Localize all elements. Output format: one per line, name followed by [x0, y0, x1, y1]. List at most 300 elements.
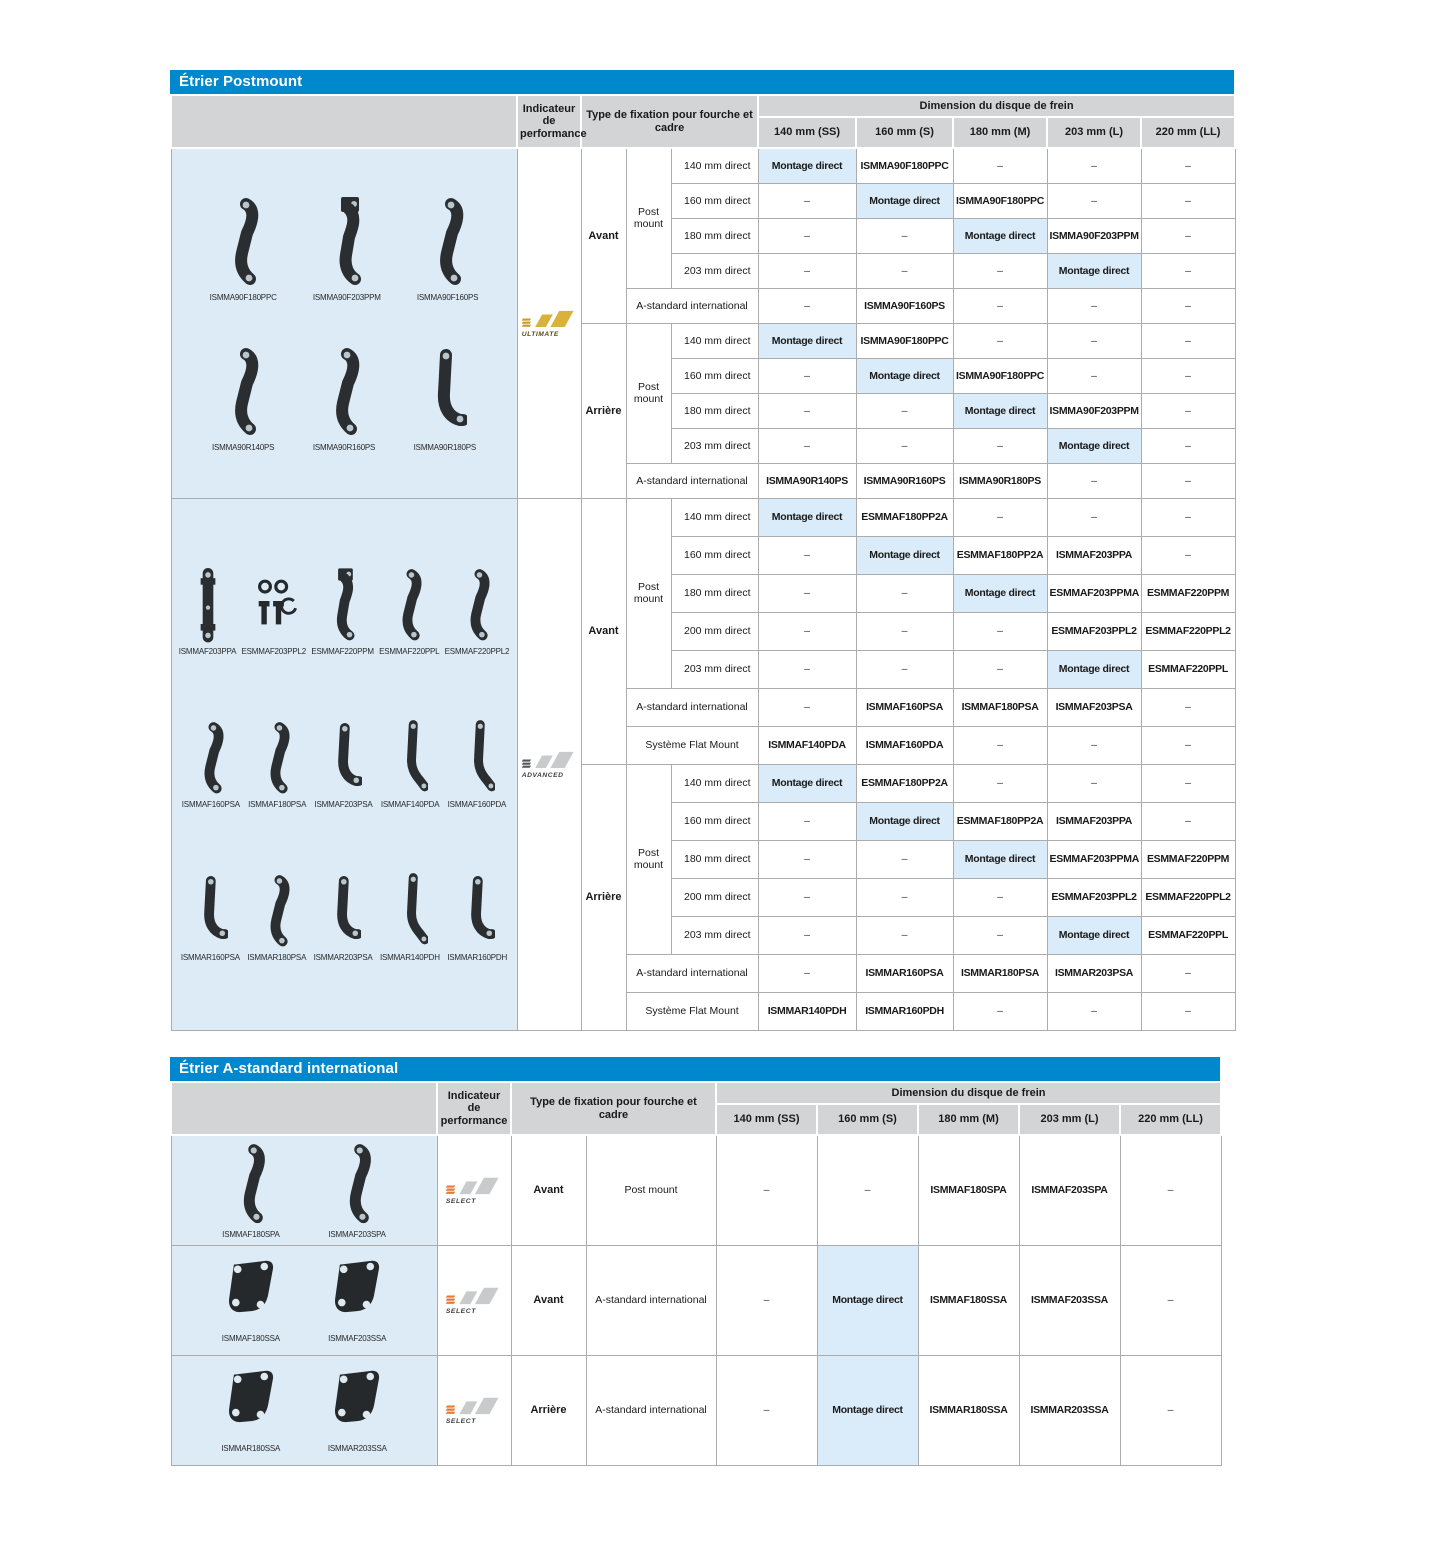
svg-text:ADVANCED: ADVANCED: [521, 771, 563, 779]
product-image: [380, 872, 440, 962]
adapter-s-icon: [426, 194, 470, 292]
product-row: [174, 1367, 435, 1453]
product-label: ESMMAF220PPM: [311, 647, 374, 656]
compat-cell-empty: –: [758, 253, 856, 288]
compat-cell-part: ISMMAF160PSA: [856, 688, 953, 726]
product-label: ISMMA90F180PPC: [209, 293, 277, 303]
product-row: [174, 1257, 435, 1343]
direction-cell: Avant: [511, 1135, 586, 1245]
adapter-tall-icon: [392, 872, 428, 952]
size-header-140: 140 mm (SS): [716, 1104, 817, 1135]
astandard-title: Étrier A-standard international: [170, 1057, 1220, 1081]
adapter-s-icon: [193, 719, 229, 799]
rotor-size-cell: 140 mm direct: [671, 323, 758, 358]
compat-cell-part: ISMMAF180SPA: [918, 1135, 1019, 1245]
product-label: ISMMAF203SSA: [328, 1334, 387, 1343]
rotor-size-cell: 140 mm direct: [671, 498, 758, 536]
compat-cell-direct-mount: Montage direct: [953, 840, 1047, 878]
product-row: [174, 194, 515, 302]
product-image: [315, 719, 373, 809]
size-header-160: 160 mm (S): [817, 1104, 918, 1135]
rotor-size-cell: 180 mm direct: [671, 840, 758, 878]
svg-text:SELECT: SELECT: [445, 1418, 476, 1425]
product-label: ISMMAF180SPA: [222, 1230, 280, 1240]
svg-text:SELECT: SELECT: [445, 1198, 476, 1206]
image-column-header: [171, 95, 517, 148]
compat-cell-part: ISMMAR203SSA: [1019, 1355, 1120, 1465]
compat-cell-empty: –: [856, 878, 953, 916]
compat-cell-empty: –: [758, 878, 856, 916]
product-image: [448, 719, 507, 809]
dimension-header: Dimension du disque de frein: [716, 1082, 1221, 1104]
rotor-size-cell: 180 mm direct: [671, 218, 758, 253]
rotor-size-cell: 203 mm direct: [671, 253, 758, 288]
direction-cell: Avant: [581, 148, 626, 323]
compat-cell-direct-mount: Montage direct: [856, 358, 953, 393]
compat-cell-part: ISMMAF203SPA: [1019, 1135, 1120, 1245]
adapter-s-icon: [322, 344, 366, 442]
adapter-tall-icon: [459, 719, 495, 799]
rotor-size-cell: 160 mm direct: [671, 536, 758, 574]
compat-cell-empty: –: [758, 802, 856, 840]
product-image: [379, 566, 439, 656]
fixation-header: Type de fixation pour fourche et cadre: [511, 1082, 716, 1135]
compat-cell-empty: –: [1047, 463, 1141, 498]
product-image: [445, 566, 510, 656]
direction-cell: Arrière: [581, 323, 626, 498]
product-label: ISMMAR180PSA: [247, 953, 307, 962]
compat-cell-direct-mount: Montage direct: [856, 536, 953, 574]
rotor-size-cell: 200 mm direct: [671, 878, 758, 916]
adapter-tall-icon: [392, 719, 428, 799]
compat-cell-empty: –: [856, 916, 953, 954]
adapter-s-icon: [231, 1141, 271, 1229]
adapter-s-icon: [259, 719, 295, 799]
compat-cell-empty: –: [1141, 218, 1235, 253]
performance-header: Indicateur de performance: [517, 95, 581, 148]
adapter-l-icon: [423, 344, 467, 442]
compat-cell-empty: –: [758, 288, 856, 323]
compat-cell-part: ESMMAF220PPL: [1141, 650, 1235, 688]
compat-cell-part: ISMMA90F180PPC: [856, 323, 953, 358]
direction-cell: Arrière: [511, 1355, 586, 1465]
adapter-l-icon: [192, 872, 228, 952]
adapter-l-icon: [325, 872, 361, 952]
size-header-220: 220 mm (LL): [1141, 117, 1235, 148]
fixation-type-cell: A-standard international: [626, 688, 758, 726]
compat-cell-empty: –: [1047, 323, 1141, 358]
adapter-plate-icon: [222, 1257, 280, 1333]
product-label: ISMMAR160PDH: [447, 953, 508, 962]
compat-cell-part: ESMMAF203PPL2: [1047, 878, 1141, 916]
product-image: [222, 1257, 280, 1343]
compat-cell-part: ISMMAF203PPA: [1047, 802, 1141, 840]
product-image: [221, 1367, 280, 1453]
rotor-size-cell: 203 mm direct: [671, 650, 758, 688]
compat-cell-empty: –: [953, 428, 1047, 463]
compat-cell-empty: –: [856, 428, 953, 463]
postmount-section: [170, 70, 1234, 1031]
compat-cell-empty: –: [758, 650, 856, 688]
compat-cell-empty: –: [758, 612, 856, 650]
compat-cell-empty: –: [1047, 358, 1141, 393]
compat-cell-part: ISMMAF203SSA: [1019, 1245, 1120, 1355]
compat-cell-part: ESMMAF180PP2A: [856, 764, 953, 802]
compat-cell-direct-mount: Montage direct: [1047, 650, 1141, 688]
direction-cell: Avant: [511, 1245, 586, 1355]
compat-cell-empty: –: [758, 183, 856, 218]
compat-cell-empty: –: [953, 253, 1047, 288]
performance-badge-select: [437, 1135, 511, 1245]
product-row: [174, 719, 515, 809]
product-label: ESMMAF203PPL2: [241, 647, 307, 656]
product-label: ISMMAR140PDH: [379, 953, 440, 962]
adapter-bar-icon: [190, 566, 226, 646]
compat-cell-empty: –: [953, 764, 1047, 802]
product-label: ESMMAF220PPL2: [444, 647, 510, 656]
compat-cell-empty: –: [1141, 764, 1235, 802]
compat-cell-part: ISMMAR140PDH: [758, 992, 856, 1030]
compat-cell-part: ISMMAR180PSA: [953, 954, 1047, 992]
compat-cell-direct-mount: Montage direct: [758, 498, 856, 536]
compat-cell-part: ESMMAF180PP2A: [856, 498, 953, 536]
compat-cell-part: ESMMAF203PPL2: [1047, 612, 1141, 650]
product-image: [212, 344, 274, 452]
fixation-type-cell: A-standard international: [626, 954, 758, 992]
product-label: ISMMA90F203PPM: [312, 293, 381, 303]
product-label: ISMMA90R140PS: [212, 443, 275, 453]
rotor-size-cell: 140 mm direct: [671, 764, 758, 802]
product-gallery: [171, 1245, 437, 1355]
compat-cell-empty: –: [953, 878, 1047, 916]
mount-group-cell: Post mount: [626, 498, 671, 688]
svg-text:SELECT: SELECT: [445, 1308, 476, 1315]
compat-cell-direct-mount: Montage direct: [817, 1245, 918, 1355]
compat-cell-empty: –: [758, 688, 856, 726]
compat-cell-empty: –: [716, 1355, 817, 1465]
svg-text:ULTIMATE: ULTIMATE: [521, 331, 559, 339]
product-row: [174, 1141, 435, 1239]
compat-cell-part: ISMMAF180SSA: [918, 1245, 1019, 1355]
adapter-s-icon: [221, 344, 265, 442]
compat-cell-empty: –: [1047, 148, 1141, 183]
product-image: [417, 194, 478, 302]
compat-cell-empty: –: [1141, 428, 1235, 463]
product-label: ISMMAR203SSA: [327, 1444, 387, 1453]
rotor-size-cell: 160 mm direct: [671, 183, 758, 218]
compat-cell-empty: –: [1141, 253, 1235, 288]
compat-cell-part: ISMMA90F180PPC: [953, 358, 1047, 393]
performance-header: Indicateur de performance: [437, 1082, 511, 1135]
product-row: [174, 566, 515, 656]
compat-cell-empty: –: [856, 650, 953, 688]
rotor-size-cell: 180 mm direct: [671, 574, 758, 612]
compat-cell-empty: –: [1120, 1245, 1221, 1355]
dimension-header: Dimension du disque de frein: [758, 95, 1235, 117]
postmount-title: Étrier Postmount: [170, 70, 1234, 94]
compat-cell-empty: –: [953, 288, 1047, 323]
select-badge-icon: [444, 1175, 504, 1205]
product-image: [313, 194, 381, 302]
compat-cell-empty: –: [716, 1135, 817, 1245]
adapter-plate-icon: [328, 1367, 386, 1443]
astandard-header: [171, 1082, 1221, 1135]
compat-cell-part: ESMMAF203PPMA: [1047, 840, 1141, 878]
compat-cell-empty: –: [1120, 1135, 1221, 1245]
compat-cell-part: ESMMAF220PPL: [1141, 916, 1235, 954]
rotor-size-cell: 160 mm direct: [671, 358, 758, 393]
compat-cell-part: ISMMA90F203PPM: [1047, 393, 1141, 428]
compat-cell-direct-mount: Montage direct: [1047, 253, 1141, 288]
compat-cell-part: ISMMA90F180PPC: [856, 148, 953, 183]
compat-cell-empty: –: [1141, 288, 1235, 323]
product-label: ISMMA90R160PS: [312, 443, 376, 453]
select-badge-icon: [444, 1395, 504, 1425]
product-label: ISMMAF203SPA: [328, 1230, 386, 1240]
compat-cell-part: ESMMAF220PPM: [1141, 574, 1235, 612]
performance-badge-ultimate: [517, 148, 581, 498]
adapter-plate-icon: [328, 1257, 386, 1333]
compat-cell-empty: –: [758, 954, 856, 992]
rotor-size-cell: 203 mm direct: [671, 916, 758, 954]
size-header-180: 180 mm (M): [918, 1104, 1019, 1135]
adapter-s2-icon: [325, 566, 361, 646]
compat-cell-empty: –: [856, 218, 953, 253]
product-label: ISMMAR203PSA: [313, 953, 373, 962]
compat-cell-empty: –: [1141, 498, 1235, 536]
compat-cell-empty: –: [1047, 764, 1141, 802]
compat-cell-part: ISMMAF203PPA: [1047, 536, 1141, 574]
performance-badge-advanced: [517, 498, 581, 1030]
compat-cell-part: ISMMAR180SSA: [918, 1355, 1019, 1465]
fixation-type-cell: Système Flat Mount: [626, 992, 758, 1030]
select-badge-icon: [444, 1285, 504, 1315]
product-label: ISMMAR160PSA: [180, 953, 240, 962]
mount-group-cell: Post mount: [626, 764, 671, 954]
compat-cell-empty: –: [758, 574, 856, 612]
product-label: ISMMAF203PSA: [314, 800, 373, 809]
size-header-140: 140 mm (SS): [758, 117, 856, 148]
mount-group-cell: Post mount: [626, 323, 671, 463]
compat-cell-empty: –: [1141, 323, 1235, 358]
product-label: ISMMA90R180PS: [413, 443, 476, 453]
ultimate-badge-icon: [520, 308, 579, 338]
compat-cell-part: ESMMAF180PP2A: [953, 802, 1047, 840]
adapter-s-icon: [459, 566, 495, 646]
compat-cell-empty: –: [1047, 498, 1141, 536]
performance-badge-select: [437, 1245, 511, 1355]
compat-cell-empty: –: [1141, 802, 1235, 840]
postmount-header: [171, 95, 1235, 148]
product-row: [174, 872, 515, 962]
fixation-type-cell: A-standard international: [626, 463, 758, 498]
compat-cell-empty: –: [758, 536, 856, 574]
compat-cell-empty: –: [1141, 726, 1235, 764]
compat-cell-empty: –: [953, 916, 1047, 954]
compat-cell-empty: –: [1141, 148, 1235, 183]
compat-cell-empty: –: [716, 1245, 817, 1355]
compat-cell-part: ISMMAR203PSA: [1047, 954, 1141, 992]
compat-cell-empty: –: [856, 840, 953, 878]
compat-cell-empty: –: [758, 393, 856, 428]
product-image: [328, 1257, 386, 1343]
compat-cell-empty: –: [758, 358, 856, 393]
astandard-section: [170, 1057, 1220, 1466]
compat-cell-empty: –: [1141, 688, 1235, 726]
rotor-size-cell: 200 mm direct: [671, 612, 758, 650]
compat-cell-part: ISMMA90F180PPC: [953, 183, 1047, 218]
compat-cell-direct-mount: Montage direct: [817, 1355, 918, 1465]
compat-cell-empty: –: [758, 840, 856, 878]
compat-cell-part: ESMMAF220PPL2: [1141, 612, 1235, 650]
compat-cell-empty: –: [953, 650, 1047, 688]
product-image: [181, 872, 240, 962]
compat-cell-direct-mount: Montage direct: [758, 764, 856, 802]
fixation-type-cell: A-standard international: [586, 1355, 716, 1465]
compat-cell-empty: –: [1141, 992, 1235, 1030]
product-image: [210, 194, 277, 302]
product-image: [182, 719, 240, 809]
compat-cell-empty: –: [953, 498, 1047, 536]
size-header-203: 203 mm (L): [1019, 1104, 1120, 1135]
fixation-type-cell: Post mount: [586, 1135, 716, 1245]
compat-cell-empty: –: [1141, 536, 1235, 574]
performance-badge-select: [437, 1355, 511, 1465]
compat-cell-part: ESMMAF203PPMA: [1047, 574, 1141, 612]
compat-cell-empty: –: [1047, 726, 1141, 764]
product-image: [313, 344, 375, 452]
compat-cell-empty: –: [1047, 183, 1141, 218]
compat-cell-empty: –: [817, 1135, 918, 1245]
rotor-size-cell: 140 mm direct: [671, 148, 758, 183]
adapter-s-icon: [259, 872, 295, 952]
direction-cell: Arrière: [581, 764, 626, 1030]
compat-cell-empty: –: [1141, 463, 1235, 498]
compat-cell-direct-mount: Montage direct: [758, 148, 856, 183]
compat-cell-empty: –: [856, 612, 953, 650]
compat-cell-direct-mount: Montage direct: [953, 393, 1047, 428]
image-column-header: [171, 1082, 437, 1135]
compat-cell-part: ISMMAF140PDA: [758, 726, 856, 764]
adapter-s2-icon: [325, 194, 369, 292]
compat-cell-direct-mount: Montage direct: [1047, 428, 1141, 463]
adapter-s-icon: [391, 566, 427, 646]
compat-cell-empty: –: [758, 218, 856, 253]
product-label: ISMMAF140PDA: [380, 800, 440, 809]
advanced-badge-icon: [520, 749, 579, 779]
adapter-l-icon: [326, 719, 362, 799]
compat-cell-empty: –: [758, 428, 856, 463]
direction-cell: Avant: [581, 498, 626, 764]
product-label: ESMMAF220PPL: [379, 647, 440, 656]
fixation-type-cell: Système Flat Mount: [626, 726, 758, 764]
product-image: [242, 574, 307, 656]
product-image: [328, 1141, 385, 1239]
fixation-type-cell: A-standard international: [586, 1245, 716, 1355]
product-label: ISMMAF160PSA: [181, 800, 240, 809]
compat-cell-empty: –: [856, 393, 953, 428]
product-image: [247, 872, 306, 962]
compat-cell-empty: –: [953, 612, 1047, 650]
compat-cell-empty: –: [856, 253, 953, 288]
adapter-kit-icon: [247, 574, 301, 646]
product-label: ISMMAF203PPA: [178, 647, 237, 656]
compat-cell-empty: –: [1047, 992, 1141, 1030]
size-header-220: 220 mm (LL): [1120, 1104, 1221, 1135]
compat-cell-direct-mount: Montage direct: [856, 802, 953, 840]
rotor-size-cell: 180 mm direct: [671, 393, 758, 428]
product-gallery: [171, 1135, 437, 1245]
compat-cell-empty: –: [1141, 954, 1235, 992]
product-label: ISMMAF180PSA: [248, 800, 307, 809]
compat-cell-empty: –: [1141, 358, 1235, 393]
compat-cell-part: ISMMAR160PSA: [856, 954, 953, 992]
adapter-s-icon: [221, 194, 265, 292]
compat-cell-direct-mount: Montage direct: [953, 218, 1047, 253]
compat-cell-part: ISMMA90R180PS: [953, 463, 1047, 498]
compat-cell-part: ISMMAF160PDA: [856, 726, 953, 764]
rotor-size-cell: 160 mm direct: [671, 802, 758, 840]
product-label: ISMMAR180SSA: [221, 1444, 281, 1453]
product-image: [414, 344, 476, 452]
compat-cell-direct-mount: Montage direct: [856, 183, 953, 218]
product-image: [248, 719, 306, 809]
compat-cell-part: ISMMA90F203PPM: [1047, 218, 1141, 253]
mount-group-cell: Post mount: [626, 148, 671, 288]
postmount-table: [170, 94, 1236, 1031]
product-image: [314, 872, 373, 962]
compat-cell-empty: –: [1141, 393, 1235, 428]
compat-cell-empty: –: [953, 323, 1047, 358]
adapter-l-icon: [459, 872, 495, 952]
rotor-size-cell: 203 mm direct: [671, 428, 758, 463]
product-gallery: [171, 1355, 437, 1465]
fixation-header: Type de fixation pour fourche et cadre: [581, 95, 758, 148]
compat-cell-part: ESMMAF220PPM: [1141, 840, 1235, 878]
product-label: ISMMAF160PDA: [447, 800, 507, 809]
size-header-203: 203 mm (L): [1047, 117, 1141, 148]
compat-cell-direct-mount: Montage direct: [758, 323, 856, 358]
compat-cell-empty: –: [953, 726, 1047, 764]
product-image: [222, 1141, 279, 1239]
compat-cell-direct-mount: Montage direct: [953, 574, 1047, 612]
adapter-s-icon: [337, 1141, 377, 1229]
product-image: [328, 1367, 387, 1453]
product-label: ISMMA90F160PS: [416, 293, 479, 303]
compat-cell-empty: –: [1141, 183, 1235, 218]
compat-cell-empty: –: [953, 148, 1047, 183]
compat-cell-part: ISMMA90R160PS: [856, 463, 953, 498]
fixation-type-cell: A-standard international: [626, 288, 758, 323]
compat-cell-empty: –: [1047, 288, 1141, 323]
compat-cell-empty: –: [953, 992, 1047, 1030]
size-header-160: 160 mm (S): [856, 117, 953, 148]
compat-cell-empty: –: [758, 916, 856, 954]
compat-cell-part: ISMMAF180PSA: [953, 688, 1047, 726]
compat-cell-part: ESMMAF180PP2A: [953, 536, 1047, 574]
product-image: [311, 566, 374, 656]
product-label: ISMMAF180SSA: [221, 1334, 280, 1343]
compat-cell-empty: –: [856, 574, 953, 612]
product-image: [179, 566, 236, 656]
product-gallery: [171, 498, 517, 1030]
adapter-plate-icon: [222, 1367, 280, 1443]
astandard-table: [170, 1081, 1222, 1466]
compat-cell-empty: –: [1120, 1355, 1221, 1465]
product-row: [174, 344, 515, 452]
compat-cell-part: ISMMAR160PDH: [856, 992, 953, 1030]
compat-cell-part: ISMMAF203PSA: [1047, 688, 1141, 726]
